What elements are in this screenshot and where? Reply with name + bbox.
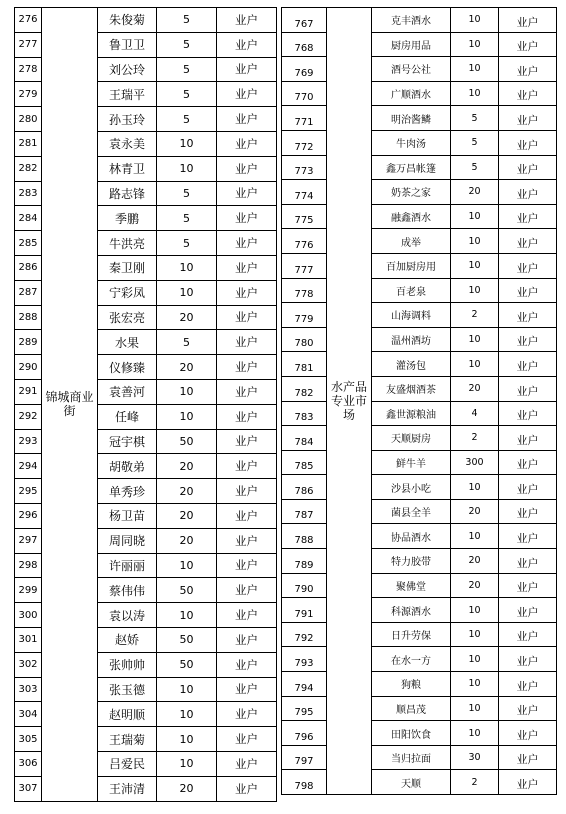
merchant-name: 仪修臻 xyxy=(98,355,157,380)
donation-amount: 10 xyxy=(451,204,499,229)
merchant-type: 业户 xyxy=(499,303,557,328)
row-number: 281 xyxy=(15,131,42,156)
row-number: 291 xyxy=(15,379,42,404)
table-row xyxy=(282,327,557,352)
donation-amount: 20 xyxy=(451,180,499,205)
donation-amount: 10 xyxy=(451,598,499,623)
donation-amount: 10 xyxy=(157,751,217,776)
merchant-type: 业户 xyxy=(499,57,557,82)
row-number: 293 xyxy=(15,429,42,454)
merchant-name: 科源酒水 xyxy=(372,598,451,623)
table-row xyxy=(282,573,557,598)
merchant-name: 单秀珍 xyxy=(98,479,157,504)
merchant-name: 灌汤包 xyxy=(372,352,451,377)
donation-amount: 10 xyxy=(157,702,217,727)
merchant-type: 业户 xyxy=(217,231,277,256)
donation-amount: 10 xyxy=(451,696,499,721)
merchant-name: 鑫世源粮油 xyxy=(372,401,451,426)
table-row xyxy=(282,770,557,795)
merchant-type: 业户 xyxy=(499,253,557,278)
merchant-name: 袁善河 xyxy=(98,379,157,404)
table-row xyxy=(282,204,557,229)
merchant-name: 协品酒水 xyxy=(372,524,451,549)
merchant-name: 周同晓 xyxy=(98,528,157,553)
merchant-type: 业户 xyxy=(499,475,557,500)
merchant-type: 业户 xyxy=(217,330,277,355)
right-table-body xyxy=(282,8,557,795)
merchant-type: 业户 xyxy=(217,107,277,132)
row-number: 301 xyxy=(15,627,42,652)
row-number: 767 xyxy=(282,8,327,33)
merchant-name: 任峰 xyxy=(98,404,157,429)
merchant-name: 狗粮 xyxy=(372,672,451,697)
merchant-name: 蔡伟伟 xyxy=(98,578,157,603)
row-number: 798 xyxy=(282,770,327,795)
donation-amount: 5 xyxy=(157,57,217,82)
row-number: 783 xyxy=(282,401,327,426)
table-row xyxy=(282,672,557,697)
merchant-name: 当归拉面 xyxy=(372,745,451,770)
donation-amount: 5 xyxy=(451,155,499,180)
row-number: 772 xyxy=(282,130,327,155)
merchant-name: 菌县全羊 xyxy=(372,499,451,524)
donation-amount: 5 xyxy=(157,82,217,107)
merchant-type: 业户 xyxy=(499,499,557,524)
row-number: 297 xyxy=(15,528,42,553)
row-number: 793 xyxy=(282,647,327,672)
merchant-name: 鲜牛羊 xyxy=(372,450,451,475)
row-number: 778 xyxy=(282,278,327,303)
table-row xyxy=(282,598,557,623)
row-number: 786 xyxy=(282,475,327,500)
donation-amount: 10 xyxy=(451,672,499,697)
merchant-name: 温州酒坊 xyxy=(372,327,451,352)
donation-amount: 10 xyxy=(451,622,499,647)
row-number: 287 xyxy=(15,280,42,305)
row-number: 775 xyxy=(282,204,327,229)
merchant-name: 融鑫酒水 xyxy=(372,204,451,229)
merchant-type: 业户 xyxy=(217,454,277,479)
merchant-type: 业户 xyxy=(499,278,557,303)
merchant-type: 业户 xyxy=(499,32,557,57)
row-number: 304 xyxy=(15,702,42,727)
row-number: 280 xyxy=(15,107,42,132)
donation-amount: 4 xyxy=(451,401,499,426)
merchant-type: 业户 xyxy=(499,524,557,549)
donation-amount: 5 xyxy=(157,181,217,206)
merchant-type: 业户 xyxy=(499,598,557,623)
donation-amount: 10 xyxy=(157,553,217,578)
donation-amount: 20 xyxy=(157,305,217,330)
merchant-type: 业户 xyxy=(499,647,557,672)
merchant-name: 张玉德 xyxy=(98,677,157,702)
merchant-type: 业户 xyxy=(499,721,557,746)
market-category-cell: 水产品专业市场 xyxy=(327,8,372,795)
donation-amount: 5 xyxy=(157,231,217,256)
row-number: 302 xyxy=(15,652,42,677)
donation-amount: 5 xyxy=(157,206,217,231)
table-row xyxy=(282,32,557,57)
merchant-type: 业户 xyxy=(217,57,277,82)
row-number: 794 xyxy=(282,672,327,697)
merchant-name: 王瑞菊 xyxy=(98,727,157,752)
merchant-name: 宁彩凤 xyxy=(98,280,157,305)
donation-amount: 20 xyxy=(157,479,217,504)
row-number: 779 xyxy=(282,303,327,328)
merchant-type: 业户 xyxy=(217,652,277,677)
merchant-name: 酒号公社 xyxy=(372,57,451,82)
merchant-name: 厨房用品 xyxy=(372,32,451,57)
merchant-type: 业户 xyxy=(499,327,557,352)
donation-amount: 20 xyxy=(451,499,499,524)
donation-amount: 5 xyxy=(157,32,217,57)
left-table-body xyxy=(15,8,277,802)
merchant-type: 业户 xyxy=(217,429,277,454)
table-row xyxy=(282,401,557,426)
donation-amount: 50 xyxy=(157,652,217,677)
row-number: 795 xyxy=(282,696,327,721)
merchant-type: 业户 xyxy=(499,745,557,770)
row-number: 777 xyxy=(282,253,327,278)
donation-amount: 50 xyxy=(157,627,217,652)
row-number: 299 xyxy=(15,578,42,603)
table-row xyxy=(282,721,557,746)
row-number: 776 xyxy=(282,229,327,254)
row-number: 283 xyxy=(15,181,42,206)
table-row xyxy=(282,57,557,82)
table-row xyxy=(282,622,557,647)
donation-amount: 50 xyxy=(157,578,217,603)
merchant-name: 百加厨房用 xyxy=(372,253,451,278)
donation-amount: 10 xyxy=(157,280,217,305)
donation-amount: 5 xyxy=(157,8,217,33)
table-row xyxy=(282,278,557,303)
merchant-type: 业户 xyxy=(499,672,557,697)
merchant-name: 赵明顺 xyxy=(98,702,157,727)
row-number: 770 xyxy=(282,81,327,106)
merchant-type: 业户 xyxy=(217,181,277,206)
table-row xyxy=(282,376,557,401)
right-donation-table xyxy=(281,7,557,795)
merchant-name: 袁永美 xyxy=(98,131,157,156)
row-number: 785 xyxy=(282,450,327,475)
merchant-type: 业户 xyxy=(217,404,277,429)
donation-amount: 10 xyxy=(451,32,499,57)
merchant-type: 业户 xyxy=(499,376,557,401)
merchant-name: 吕爱民 xyxy=(98,751,157,776)
table-row xyxy=(282,130,557,155)
merchant-type: 业户 xyxy=(217,578,277,603)
donation-amount: 10 xyxy=(451,253,499,278)
merchant-type: 业户 xyxy=(499,622,557,647)
row-number: 787 xyxy=(282,499,327,524)
table-row xyxy=(282,549,557,574)
donation-amount: 2 xyxy=(451,770,499,795)
merchant-type: 业户 xyxy=(217,156,277,181)
donation-amount: 10 xyxy=(157,131,217,156)
merchant-name: 友盛烟酒茶 xyxy=(372,376,451,401)
merchant-name: 王沛清 xyxy=(98,776,157,801)
merchant-type: 业户 xyxy=(217,355,277,380)
merchant-type: 业户 xyxy=(217,82,277,107)
table-row xyxy=(282,745,557,770)
merchant-type: 业户 xyxy=(217,776,277,801)
row-number: 773 xyxy=(282,155,327,180)
merchant-type: 业户 xyxy=(499,401,557,426)
row-number: 768 xyxy=(282,32,327,57)
row-number: 306 xyxy=(15,751,42,776)
merchant-name: 聚佛堂 xyxy=(372,573,451,598)
row-number: 285 xyxy=(15,231,42,256)
donation-amount: 10 xyxy=(451,647,499,672)
merchant-type: 业户 xyxy=(499,549,557,574)
merchant-name: 路志锋 xyxy=(98,181,157,206)
merchant-name: 山海调料 xyxy=(372,303,451,328)
donation-amount: 20 xyxy=(451,376,499,401)
merchant-type: 业户 xyxy=(499,8,557,33)
merchant-name: 顺昌茂 xyxy=(372,696,451,721)
row-number: 307 xyxy=(15,776,42,801)
merchant-type: 业户 xyxy=(217,528,277,553)
donation-amount: 10 xyxy=(451,278,499,303)
merchant-type: 业户 xyxy=(217,32,277,57)
donation-amount: 30 xyxy=(451,745,499,770)
donation-amount: 10 xyxy=(451,352,499,377)
merchant-type: 业户 xyxy=(217,379,277,404)
donation-amount: 10 xyxy=(451,229,499,254)
table-row xyxy=(282,155,557,180)
table-row xyxy=(282,229,557,254)
row-number: 797 xyxy=(282,745,327,770)
merchant-name: 广顺酒水 xyxy=(372,81,451,106)
row-number: 792 xyxy=(282,622,327,647)
row-number: 276 xyxy=(15,8,42,33)
merchant-name: 赵娇 xyxy=(98,627,157,652)
merchant-name: 在水一方 xyxy=(372,647,451,672)
merchant-name: 秦卫刚 xyxy=(98,255,157,280)
merchant-type: 业户 xyxy=(499,204,557,229)
table-row xyxy=(282,524,557,549)
merchant-type: 业户 xyxy=(499,696,557,721)
merchant-type: 业户 xyxy=(217,8,277,33)
merchant-type: 业户 xyxy=(217,553,277,578)
table-row xyxy=(282,253,557,278)
merchant-type: 业户 xyxy=(499,180,557,205)
donation-amount: 10 xyxy=(451,721,499,746)
donation-amount: 10 xyxy=(157,603,217,628)
row-number: 277 xyxy=(15,32,42,57)
merchant-type: 业户 xyxy=(217,255,277,280)
merchant-type: 业户 xyxy=(217,702,277,727)
row-number: 282 xyxy=(15,156,42,181)
donation-amount: 20 xyxy=(157,454,217,479)
donation-amount: 10 xyxy=(451,475,499,500)
merchant-name: 天顺厨房 xyxy=(372,426,451,451)
row-number: 279 xyxy=(15,82,42,107)
table-row xyxy=(282,180,557,205)
merchant-name: 朱俊菊 xyxy=(98,8,157,33)
row-number: 780 xyxy=(282,327,327,352)
merchant-name: 张宏亮 xyxy=(98,305,157,330)
row-number: 278 xyxy=(15,57,42,82)
merchant-name: 水果 xyxy=(98,330,157,355)
table-row xyxy=(282,475,557,500)
table-row xyxy=(282,303,557,328)
merchant-name: 刘公玲 xyxy=(98,57,157,82)
merchant-type: 业户 xyxy=(217,603,277,628)
row-number: 781 xyxy=(282,352,327,377)
merchant-type: 业户 xyxy=(499,450,557,475)
donation-amount: 10 xyxy=(157,156,217,181)
left-donation-table xyxy=(14,7,277,802)
donation-amount: 5 xyxy=(157,107,217,132)
row-number: 300 xyxy=(15,603,42,628)
merchant-name: 胡敬弟 xyxy=(98,454,157,479)
merchant-type: 业户 xyxy=(217,751,277,776)
row-number: 286 xyxy=(15,255,42,280)
merchant-name: 牛肉汤 xyxy=(372,130,451,155)
merchant-name: 袁以涛 xyxy=(98,603,157,628)
table-row xyxy=(282,81,557,106)
merchant-name: 鑫万昌帐篷 xyxy=(372,155,451,180)
merchant-name: 克丰酒水 xyxy=(372,8,451,33)
donation-amount: 20 xyxy=(157,776,217,801)
merchant-name: 日升劳保 xyxy=(372,622,451,647)
donation-amount: 10 xyxy=(451,81,499,106)
merchant-name: 田阳饮食 xyxy=(372,721,451,746)
merchant-name: 沙县小吃 xyxy=(372,475,451,500)
donation-amount: 50 xyxy=(157,429,217,454)
donation-amount: 10 xyxy=(451,327,499,352)
merchant-type: 业户 xyxy=(217,627,277,652)
merchant-name: 杨卫苗 xyxy=(98,503,157,528)
row-number: 289 xyxy=(15,330,42,355)
merchant-type: 业户 xyxy=(217,503,277,528)
merchant-name: 特力胶带 xyxy=(372,549,451,574)
row-number: 769 xyxy=(282,57,327,82)
row-number: 796 xyxy=(282,721,327,746)
merchant-type: 业户 xyxy=(217,305,277,330)
donation-amount: 10 xyxy=(451,524,499,549)
donation-amount: 10 xyxy=(451,57,499,82)
row-number: 788 xyxy=(282,524,327,549)
donation-amount: 5 xyxy=(157,330,217,355)
merchant-type: 业户 xyxy=(499,573,557,598)
donation-amount: 10 xyxy=(157,727,217,752)
donation-amount: 20 xyxy=(157,528,217,553)
merchant-name: 成举 xyxy=(372,229,451,254)
table-row xyxy=(282,426,557,451)
merchant-type: 业户 xyxy=(217,131,277,156)
table-row xyxy=(282,450,557,475)
donation-amount: 5 xyxy=(451,106,499,131)
merchant-type: 业户 xyxy=(217,677,277,702)
donation-amount: 2 xyxy=(451,303,499,328)
donation-amount: 20 xyxy=(451,549,499,574)
donation-amount: 10 xyxy=(451,8,499,33)
merchant-name: 季鹏 xyxy=(98,206,157,231)
merchant-name: 牛洪亮 xyxy=(98,231,157,256)
donation-amount: 10 xyxy=(157,255,217,280)
merchant-name: 王瑞平 xyxy=(98,82,157,107)
table-row xyxy=(282,499,557,524)
row-number: 790 xyxy=(282,573,327,598)
row-number: 298 xyxy=(15,553,42,578)
row-number: 284 xyxy=(15,206,42,231)
donation-amount: 2 xyxy=(451,426,499,451)
row-number: 290 xyxy=(15,355,42,380)
row-number: 771 xyxy=(282,106,327,131)
merchant-type: 业户 xyxy=(499,426,557,451)
donation-amount: 20 xyxy=(157,503,217,528)
merchant-name: 许丽丽 xyxy=(98,553,157,578)
table-row xyxy=(15,8,277,33)
merchant-name: 张帅帅 xyxy=(98,652,157,677)
merchant-type: 业户 xyxy=(499,155,557,180)
table-row xyxy=(282,352,557,377)
merchant-type: 业户 xyxy=(499,106,557,131)
row-number: 294 xyxy=(15,454,42,479)
row-number: 784 xyxy=(282,426,327,451)
merchant-name: 百老泉 xyxy=(372,278,451,303)
donation-amount: 300 xyxy=(451,450,499,475)
row-number: 295 xyxy=(15,479,42,504)
donation-amount: 20 xyxy=(157,355,217,380)
row-number: 789 xyxy=(282,549,327,574)
merchant-type: 业户 xyxy=(217,206,277,231)
row-number: 303 xyxy=(15,677,42,702)
merchant-type: 业户 xyxy=(499,770,557,795)
merchant-type: 业户 xyxy=(499,229,557,254)
donation-amount: 10 xyxy=(157,379,217,404)
row-number: 288 xyxy=(15,305,42,330)
merchant-name: 林青卫 xyxy=(98,156,157,181)
row-number: 791 xyxy=(282,598,327,623)
row-number: 292 xyxy=(15,404,42,429)
row-number: 774 xyxy=(282,180,327,205)
donation-amount: 10 xyxy=(157,404,217,429)
merchant-name: 明治酱鳞 xyxy=(372,106,451,131)
merchant-name: 奶茶之家 xyxy=(372,180,451,205)
merchant-name: 冠宇棋 xyxy=(98,429,157,454)
merchant-name: 孙玉玲 xyxy=(98,107,157,132)
table-row xyxy=(282,106,557,131)
donation-amount: 20 xyxy=(451,573,499,598)
merchant-name: 天顺 xyxy=(372,770,451,795)
row-number: 296 xyxy=(15,503,42,528)
merchant-type: 业户 xyxy=(217,479,277,504)
merchant-type: 业户 xyxy=(499,130,557,155)
donation-amount: 5 xyxy=(451,130,499,155)
table-row xyxy=(282,647,557,672)
table-row xyxy=(282,696,557,721)
donation-amount: 10 xyxy=(157,677,217,702)
merchant-type: 业户 xyxy=(217,280,277,305)
merchant-name: 鲁卫卫 xyxy=(98,32,157,57)
merchant-type: 业户 xyxy=(499,352,557,377)
row-number: 782 xyxy=(282,376,327,401)
market-category-cell: 锦城商业街 xyxy=(42,8,98,802)
merchant-type: 业户 xyxy=(217,727,277,752)
merchant-type: 业户 xyxy=(499,81,557,106)
row-number: 305 xyxy=(15,727,42,752)
table-row xyxy=(282,8,557,33)
